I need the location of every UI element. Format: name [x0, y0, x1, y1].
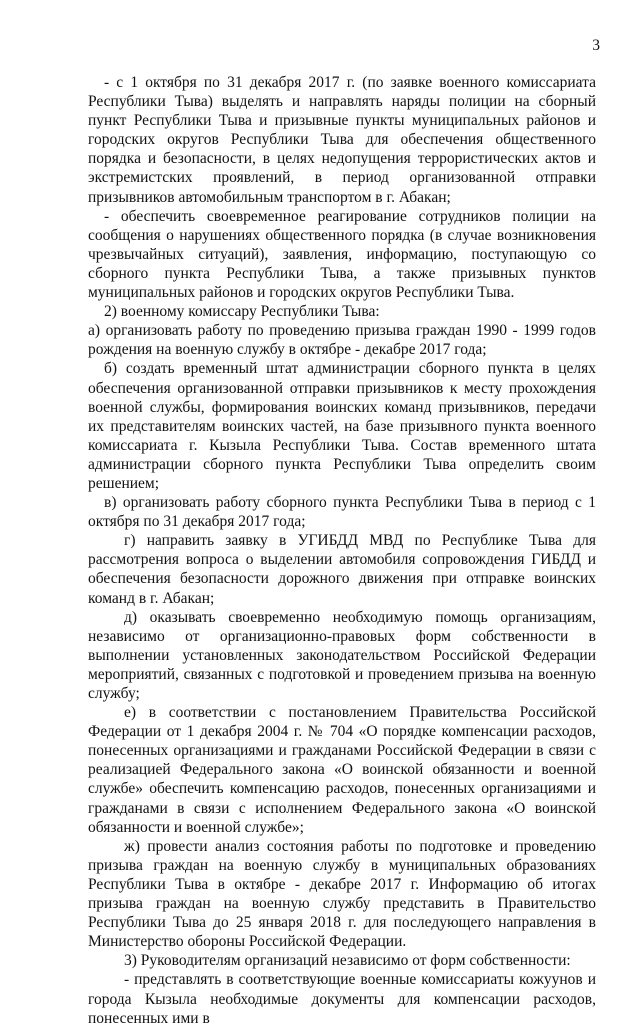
- paragraph-military-commissioner-heading: 2) военному комиссару Республики Тыва:: [104, 303, 380, 321]
- paragraph-item-d: д) оказывать своевременно необходимую помощь организациям, независимо от организационно-правовых форм собственности в выполнении установленных законодательством Российской Федерации мероприятий, связанных с подготовкой и проведением призыва на военную службу;: [88, 608, 596, 702]
- paragraph-organizations-documents: - представлять в соответствующие военные комиссариаты кожуунов и города Кызыла необходимые документы для компенсации расходов, понесенных ими в: [88, 971, 596, 1027]
- paragraph-police-patrols: - с 1 октября по 31 декабря 2017 г. (по заявке военного комиссариата Республики Тыва) выделять и направлять наряды полиции на сборный пункт Республики Тыва и призывные пункты муниципальных районов и городских округов Республики Тыва для обеспечения общественного порядка и безопасности, в целях недопущения террористических актов и экстремистских проявлений, в период организованной отправки призывников автомобильным транспортом в г. Абакан;: [88, 74, 596, 206]
- paragraph-police-response: - обеспечить своевременное реагирование сотрудников полиции на сообщения о нарушениях общественного порядка (в случае возникновения чрезвычайных ситуаций), заявления, информацию, поступающую со сборного пункта Республики Тыва, а также призывных пунктов муниципальных районов и городских округов Республики Тыва.: [88, 207, 596, 302]
- paragraph-item-b: б) создать временный штат администрации сборного пункта в целях обеспечения организованной отправки призывников к месту прохождения военной службы, формирования воинских команд призывников, передачи их представителям воинских частей, на базе призывного пункта военного комиссариата г. Кызыла Республики Тыва. Состав временного штата администрации сборного пункта Республики Тыва определить своим решением;: [88, 360, 596, 492]
- paragraph-organizations-heading: 3) Руководителям организаций независимо от форм собственности:: [124, 952, 571, 970]
- paragraph-item-g: г) направить заявку в УГИБДД МВД по Республике Тыва для рассмотрения вопроса о выделении автомобиля сопровождения ГИБДД и обеспечения безопасности дорожного движения при отправке воинских команд в г. Абакан;: [88, 532, 596, 607]
- page-number: 3: [592, 37, 600, 54]
- paragraph-item-v: в) организовать работу сборного пункта Республики Тыва в период с 1 октября по 31 декабря 2017 года;: [88, 494, 596, 531]
- document-body: [88, 73, 596, 1028]
- paragraph-item-a: а) организовать работу по проведению призыва граждан 1990 - 1999 годов рождения на военную службу в октябре - декабре 2017 года;: [88, 322, 596, 359]
- paragraph-item-zh: ж) провести анализ состояния работы по подготовке и проведению призыва граждан на военную службу в муниципальных образованиях Республики Тыва в октябре - декабре 2017 г. Информацию об итогах призыва граждан на военную службу представить в Правительство Республики Тыва до 25 января 2018 г. для последующего направления в Министерство обороны Российской Федерации.: [88, 837, 596, 951]
- paragraph-item-e: е) в соответствии с постановлением Правительства Российской Федерации от 1 декабря 2004 г. № 704 «О порядке компенсации расходов, понесенных организациями и гражданами Российской Федерации в связи с реализацией Федерального закона «О воинской обязанности и военной службе» обеспечить компенсацию расходов, понесенных организациями и гражданами в связи с исполнением Федерального закона «О воинской обязанности и военной службе»;: [88, 704, 596, 836]
